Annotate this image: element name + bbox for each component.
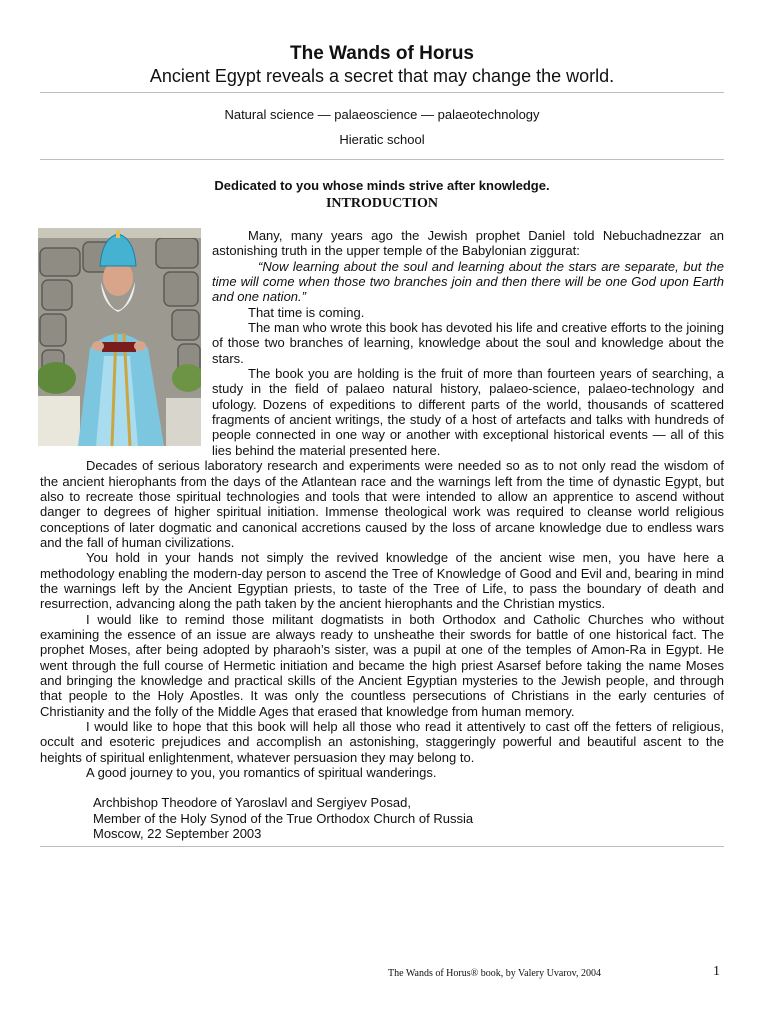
quote-paragraph: “Now learning about the soul and learning about the stars are separate, but the time will come when those two branches join and then there will be one God upon Earth and one nation.”	[212, 258, 724, 305]
signature-place-date: Moscow, 22 September 2003	[93, 825, 262, 841]
paragraph: Many, many years ago the Jewish prophet Daniel told Nebuchadnezzar an astonishing truth in the upper temple of the Babylonian ziggurat:	[212, 228, 724, 259]
meta-divider	[40, 159, 724, 160]
page-number: 1	[713, 964, 720, 979]
signature-name: Archbishop Theodore of Yaroslavl and Sergiyev Posad,	[93, 795, 411, 811]
header-divider	[40, 92, 724, 93]
document-title: The Wands of Horus	[289, 43, 475, 64]
document-subtitle: Ancient Egypt reveals a secret that may change the world.	[149, 66, 615, 86]
dedication: Dedicated to you whose minds strive after knowledge.	[214, 178, 550, 193]
school-line: Hieratic school	[339, 132, 425, 147]
footer-credit: The Wands of Horus® book, by Valery Uvarov, 2004	[388, 968, 601, 979]
footer-divider	[40, 846, 724, 847]
signature-block	[40, 795, 724, 841]
paragraph: A good journey to you, you romantics of spiritual wanderings.	[86, 765, 437, 781]
introduction-body	[40, 228, 724, 780]
portrait-image	[38, 228, 201, 446]
archbishop-portrait-photo	[38, 228, 201, 446]
paragraph: That time is coming.	[248, 304, 365, 320]
section-heading: INTRODUCTION	[325, 196, 438, 211]
document-page	[40, 40, 724, 847]
paragraph: Decades of serious laboratory research and experiments were needed so as to not only read the wisdom of the ancient hierophants from the days of the Atlantean race and the warnings left from the time of dynastic Egypt, but also to recreate those spiritual technologies and tools that were intended to allow an apprentice to ascend without danger to degrees of higher spiritual initiation. Immense theological work was required to cleanse world religious conceptions of later dogmatic and canonical accretions caused by the loss of arcane knowledge due to endless wars and the fall of human civilizations.	[40, 458, 724, 550]
paragraph: The book you are holding is the fruit of more than fourteen years of searching, a study in the field of palaeo natural history, palaeo-science, palaeo-technology and ufology. Dozens of expeditions to different parts of the world, thousands of scattered fragments of ancient writings, the study of a host of artefacts and talks with hundreds of people connected in one way or another with exceptional historical events — all of this lies behind the material presented here.	[212, 366, 724, 458]
paragraph: I would like to remind those militant dogmatists in both Orthodox and Catholic Churches who without examining the essence of an issue are always ready to unsheathe their swords for battle of one historical fact. The prophet Moses, after being adopted by pharaoh’s sister, was a pupil at one of the temples of Amon-Ra in Egypt. He went through the full course of Hermetic initiation and became the high priest Asarsef before taking the name Moses and bringing the knowledge and practical skills of the Ancient Egyptian mysteries to the Jewish people, and through that people to the Holy Apostles. It was only the countless persecutions of Christians in the early centuries of Christianity and the folly of the Middle Ages that erased that knowledge from human memory.	[40, 611, 724, 719]
paragraph: The man who wrote this book has devoted his life and creative efforts to the joining of those two branches of learning, knowledge about the soul and knowledge about the stars.	[212, 320, 724, 366]
signature-title: Member of the Holy Synod of the True Orthodox Church of Russia	[93, 810, 474, 826]
paragraph: I would like to hope that this book will help all those who read it attentively to cast off the fetters of religious, occult and esoteric prejudices and accomplish an astonishing, staggeringly powerful and beautiful ascent to the heights of spiritual enlightenment, whatever persuasion they may belong to.	[40, 719, 724, 765]
topics-line: Natural science — palaeoscience — palaeotechnology	[224, 107, 540, 122]
paragraph: You hold in your hands not simply the revived knowledge of the ancient wise men, you have here a methodology enabling the modern-day person to ascend the Tree of Knowledge of Good and Evil and, bearing in mind the warnings left by the Ancient Egyptian priests, to taste of the Tree of Life, to pass the boundary of death and resurrection, advancing along the path taken by the ancient hierophants and the Christian mystics.	[40, 550, 724, 612]
